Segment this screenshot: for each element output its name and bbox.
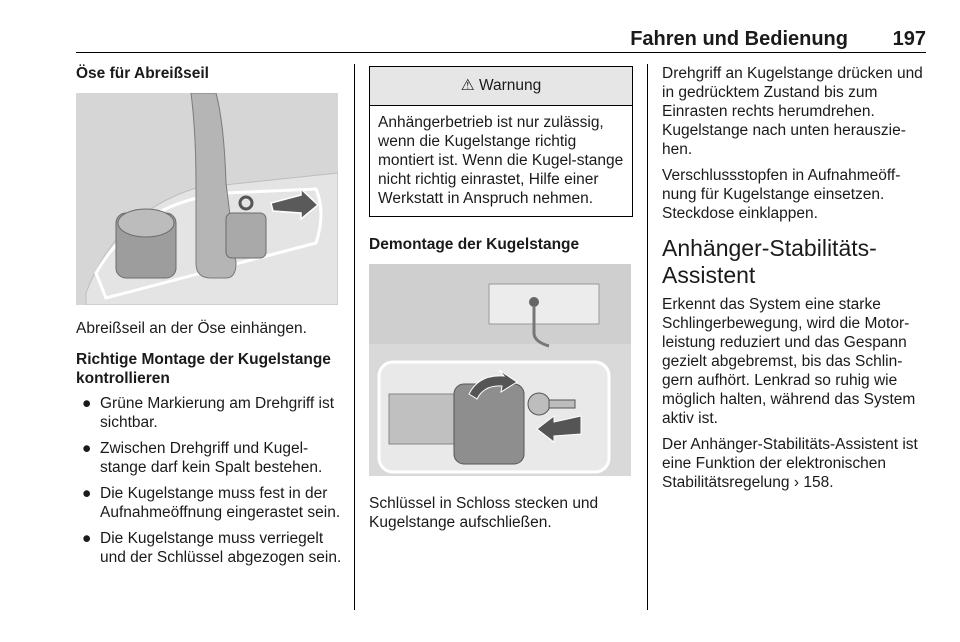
checklist [76,394,342,567]
warning-title: Warnung [478,77,542,94]
column-divider [354,64,355,610]
tow-eye-illustration [76,93,338,305]
chapter-heading: Anhänger-Stabilitäts-Assistent [662,235,877,288]
bullet-dot-icon: ● [82,395,92,412]
page-reference[interactable]: 158. [803,474,834,491]
section-heading: Demontage der Kugelstange [369,236,580,253]
list-item: ● Grüne Markierung am Drehgriff ist sichtbar. [82,395,335,431]
column-right [662,64,928,499]
bullet-dot-icon: ● [82,485,92,502]
list-item: ● Die Kugelstange muss verriegelt und der Schlüssel abgezogen sein. [82,530,342,566]
section-heading: Öse für Abreißseil [76,65,209,82]
paragraph: Verschlussstopfen in Aufnahmeöff-nung für Kugelstange einsetzen. Steckdose einklappen. [662,167,901,222]
header-title: Fahren und Bedienung [630,28,848,50]
column-divider [647,64,648,610]
page-ref-arrow-icon: › [793,474,800,491]
figure-tow-eye [76,93,338,305]
warning-text: Anhängerbetrieb ist nur zulässig, wenn die Kugelstange richtig montiert ist. Wenn die Kugel-stange nicht richtig einrastet, Hilfe einer Werkstatt in Anspruch nehmen. [378,114,624,207]
column-middle [369,64,633,539]
key-lock-illustration [369,264,631,476]
page-number: 197 [892,28,926,50]
warning-header [370,67,632,106]
paragraph: Erkennt das System eine starke Schlingerbewegung, wird die Motor-leistung reduziert und das Gespann gezielt abgebremst, bis das Schlin-gern aufhört. Lenkrad so ruhig wie möglich halten, während das System aktiv ist. [662,296,916,427]
warning-triangle-icon: ⚠ [460,77,475,94]
figure-key-lock [369,264,631,476]
list-heading: Richtige Montage der Kugelstange kontrollieren [76,351,331,387]
warning-box [369,66,633,217]
figure-caption: Abreißseil an der Öse einhängen. [76,320,307,337]
paragraph: Drehgriff an Kugelstange drücken und in gedrücktem Zustand bis zum Einrasten rechts herumdrehen. Kugelstange nach unten herauszie-hen. [662,65,923,158]
bullet-dot-icon: ● [82,530,92,547]
bullet-dot-icon: ● [82,440,92,457]
list-item: ● Zwischen Drehgriff und Kugel-stange darf kein Spalt bestehen. [82,440,323,476]
column-left [76,64,342,574]
list-item: ● Die Kugelstange muss fest in der Aufnahmeöffnung eingerastet sein. [82,485,341,521]
figure-caption: Schlüssel in Schloss stecken und Kugelstange aufschließen. [369,495,599,531]
page-header [76,26,926,53]
paragraph: Der Anhänger-Stabilitäts-Assistent ist eine Funktion der elektronischen Stabilitätsregelung › 158. [662,436,918,491]
